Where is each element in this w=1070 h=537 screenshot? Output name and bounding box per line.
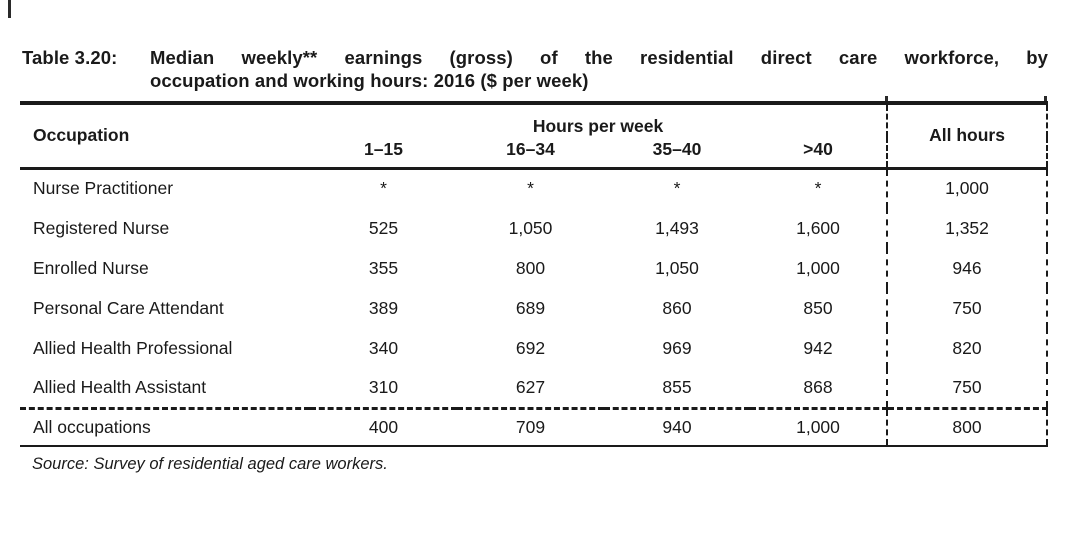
occupation-cell: All occupations xyxy=(20,408,310,446)
table-title-label: Table 3.20: xyxy=(22,47,118,68)
value-cell: 525 xyxy=(368,217,399,238)
all-hours-cell: 750 xyxy=(887,368,1047,408)
occupation-cell: Enrolled Nurse xyxy=(33,257,149,278)
value-cell: 942 xyxy=(803,337,833,358)
value-cell: 709 xyxy=(457,408,604,446)
table-title-text xyxy=(150,46,1048,92)
value-cell: 860 xyxy=(662,297,692,318)
value-cell: 850 xyxy=(803,297,833,318)
column-header-all-hours: All hours xyxy=(887,103,1047,168)
table-body xyxy=(20,168,1047,446)
table-title-line2: occupation and working hours: 2016 ($ per week) xyxy=(150,70,589,91)
earnings-table xyxy=(20,101,1048,447)
table-row xyxy=(20,248,1047,288)
occupation-cell: Allied Health Assistant xyxy=(33,376,207,397)
all-hours-cell: 1,000 xyxy=(887,168,1047,208)
column-header-hours-1-15: 1–15 xyxy=(310,137,457,168)
table-title-line1: Median weekly** earnings (gross) of the residential direct care workforce, by xyxy=(150,47,1048,68)
all-hours-cell: 800 xyxy=(887,408,1047,446)
all-hours-cell: 750 xyxy=(887,288,1047,328)
value-cell: 1,050 xyxy=(655,257,699,278)
value-cell: 400 xyxy=(310,408,457,446)
occupation-cell: Nurse Practitioner xyxy=(33,178,174,199)
value-cell: 340 xyxy=(368,337,399,358)
column-header-occupation: Occupation xyxy=(20,103,310,168)
all-hours-cell: 1,352 xyxy=(887,208,1047,248)
value-cell: 1,600 xyxy=(796,217,840,238)
value-cell: 940 xyxy=(604,408,750,446)
table-row xyxy=(20,168,1047,208)
scan-artifact-corner-tick xyxy=(8,0,11,18)
value-cell: 1,000 xyxy=(796,257,840,278)
table-row xyxy=(20,368,1047,408)
value-cell: 800 xyxy=(515,257,546,278)
value-cell: 969 xyxy=(662,337,692,358)
value-cell: 689 xyxy=(515,297,546,318)
value-cell: 855 xyxy=(662,376,692,397)
source-note: Source: Survey of residential aged care workers. xyxy=(32,455,388,473)
value-cell: * xyxy=(814,178,822,199)
value-cell: 355 xyxy=(368,257,399,278)
value-cell: 310 xyxy=(368,376,399,397)
value-cell: 1,493 xyxy=(655,217,699,238)
value-cell: 692 xyxy=(515,337,546,358)
column-header-hours-16-34: 16–34 xyxy=(457,137,604,168)
column-group-header-hours-per-week: Hours per week xyxy=(532,116,664,136)
table-row xyxy=(20,288,1047,328)
all-hours-cell: 946 xyxy=(887,248,1047,288)
all-hours-cell: 820 xyxy=(887,328,1047,368)
column-header-hours-gt-40: >40 xyxy=(750,137,887,168)
value-cell: * xyxy=(380,178,387,199)
table-row xyxy=(20,328,1047,368)
header-row-group xyxy=(20,103,1047,137)
table-header xyxy=(20,103,1047,168)
value-cell: 868 xyxy=(803,376,833,397)
table-row xyxy=(20,208,1047,248)
table-row-total xyxy=(20,408,1047,446)
value-cell: * xyxy=(673,178,681,199)
value-cell: 1,050 xyxy=(508,217,553,238)
value-cell: * xyxy=(527,178,534,199)
column-header-hours-35-40: 35–40 xyxy=(604,137,750,168)
value-cell: 627 xyxy=(515,376,546,397)
occupation-cell: Personal Care Attendant xyxy=(33,297,224,318)
value-cell: 389 xyxy=(368,297,399,318)
table-title xyxy=(22,46,1048,92)
value-cell: 1,000 xyxy=(750,408,887,446)
occupation-cell: Allied Health Professional xyxy=(33,337,233,358)
occupation-cell: Registered Nurse xyxy=(33,217,170,238)
